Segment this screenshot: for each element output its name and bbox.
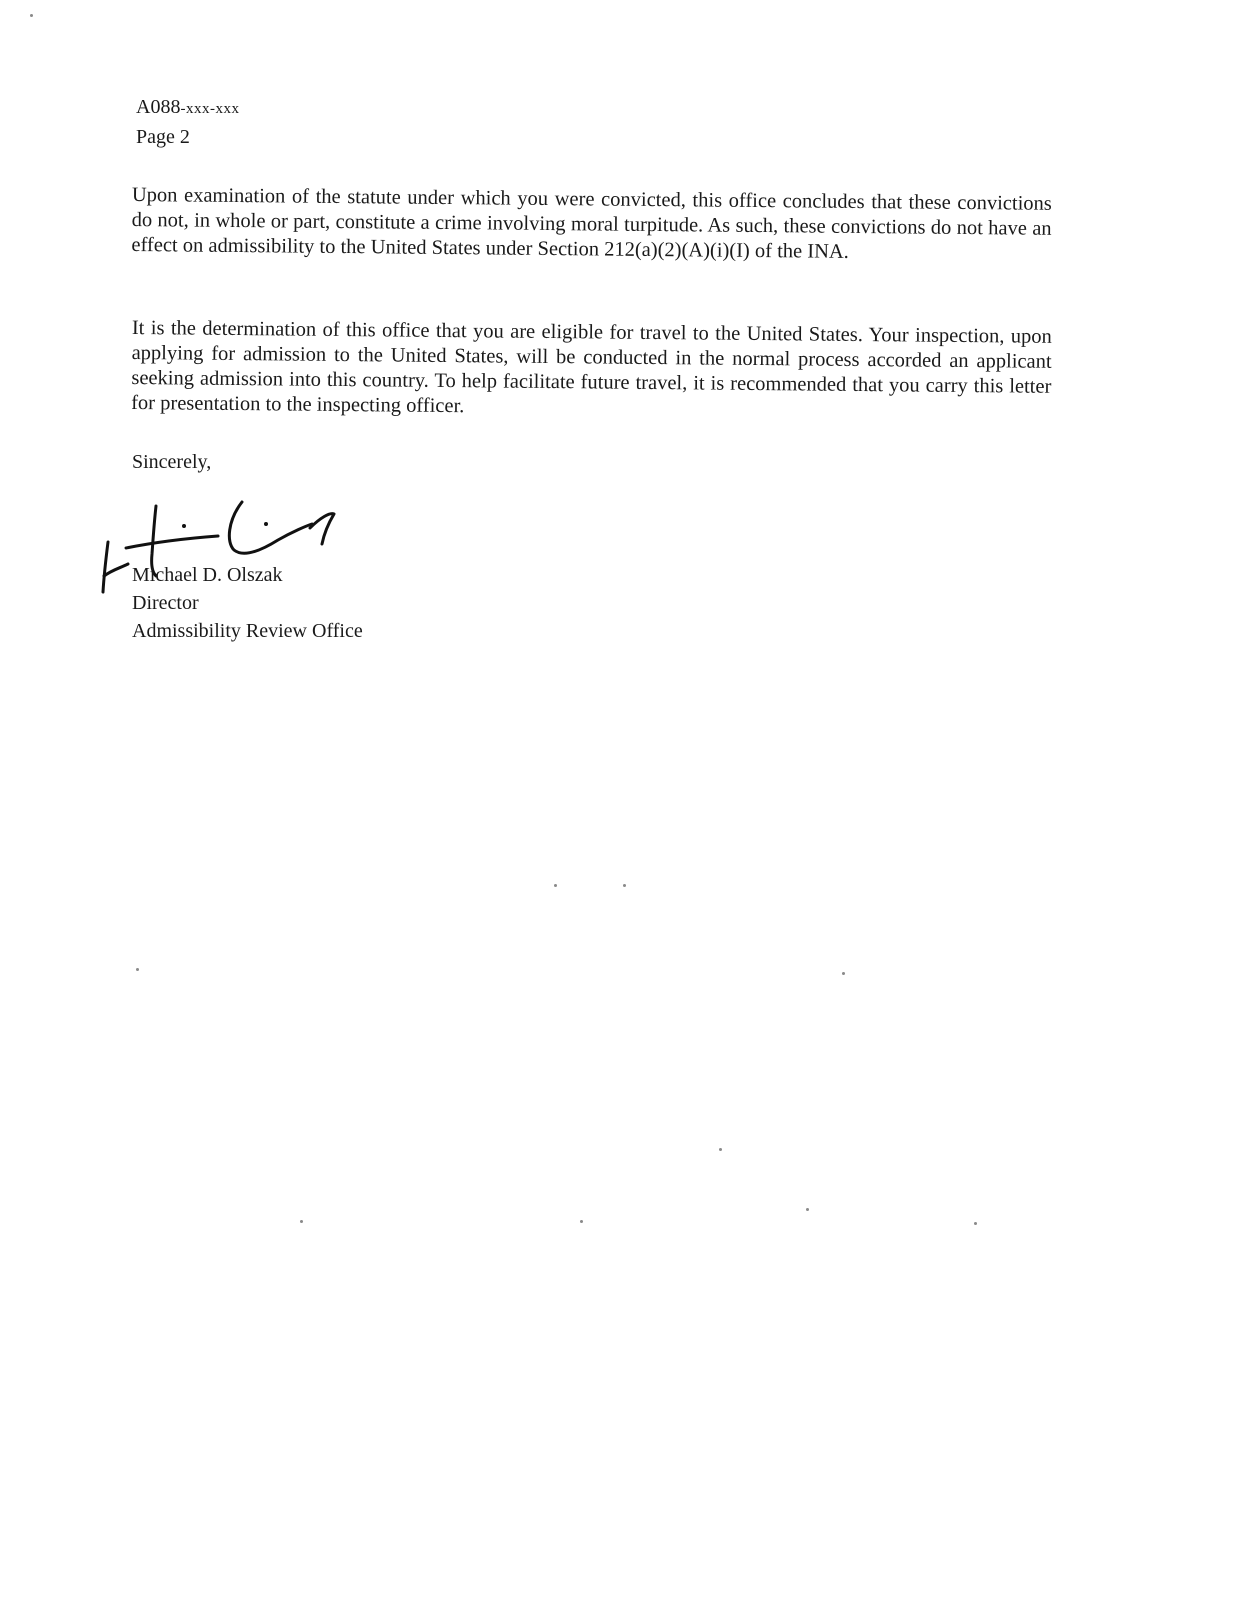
signer-title: Director	[132, 592, 199, 614]
paragraph-eligibility: It is the determination of this office that you are eligible for travel to the United States. Your inspection, upon applying for admission to the United States, will be conducted in the normal process accorded an applicant seeking admission into this country. To help facilitate future travel, it is recommended that you carry this letter for presentation to the inspecting officer.	[131, 316, 1052, 418]
case-reference	[136, 93, 239, 123]
scan-speck	[974, 1222, 977, 1225]
signer-office: Admissibility Review Office	[132, 620, 363, 642]
scan-speck	[300, 1220, 303, 1223]
signature-block	[132, 561, 363, 645]
scan-speck	[554, 884, 557, 887]
scan-speck	[580, 1220, 583, 1223]
paragraph-determination: Upon examination of the statute under which you were convicted, this office concludes that these convictions do not, in whole or part, constitute a crime involving moral turpitude. As such, these convictions do not have an effect on admissibility to the United States under Section 212(a)(2)(A)(i)(I) of the INA.	[131, 183, 1052, 263]
closing-salutation: Sincerely,	[132, 451, 212, 473]
scan-speck	[30, 14, 33, 17]
case-reference-prefix: A088	[136, 96, 181, 118]
letter-header	[136, 93, 239, 151]
scan-speck	[806, 1208, 809, 1211]
scan-speck	[623, 884, 626, 887]
scan-speck	[842, 972, 845, 975]
signer-name: Michael D. Olszak	[132, 564, 283, 586]
page-number: Page 2	[136, 126, 190, 148]
scan-speck	[719, 1148, 722, 1151]
scan-speck	[136, 968, 139, 971]
case-reference-suffix: -xxx-xxx	[180, 101, 240, 117]
